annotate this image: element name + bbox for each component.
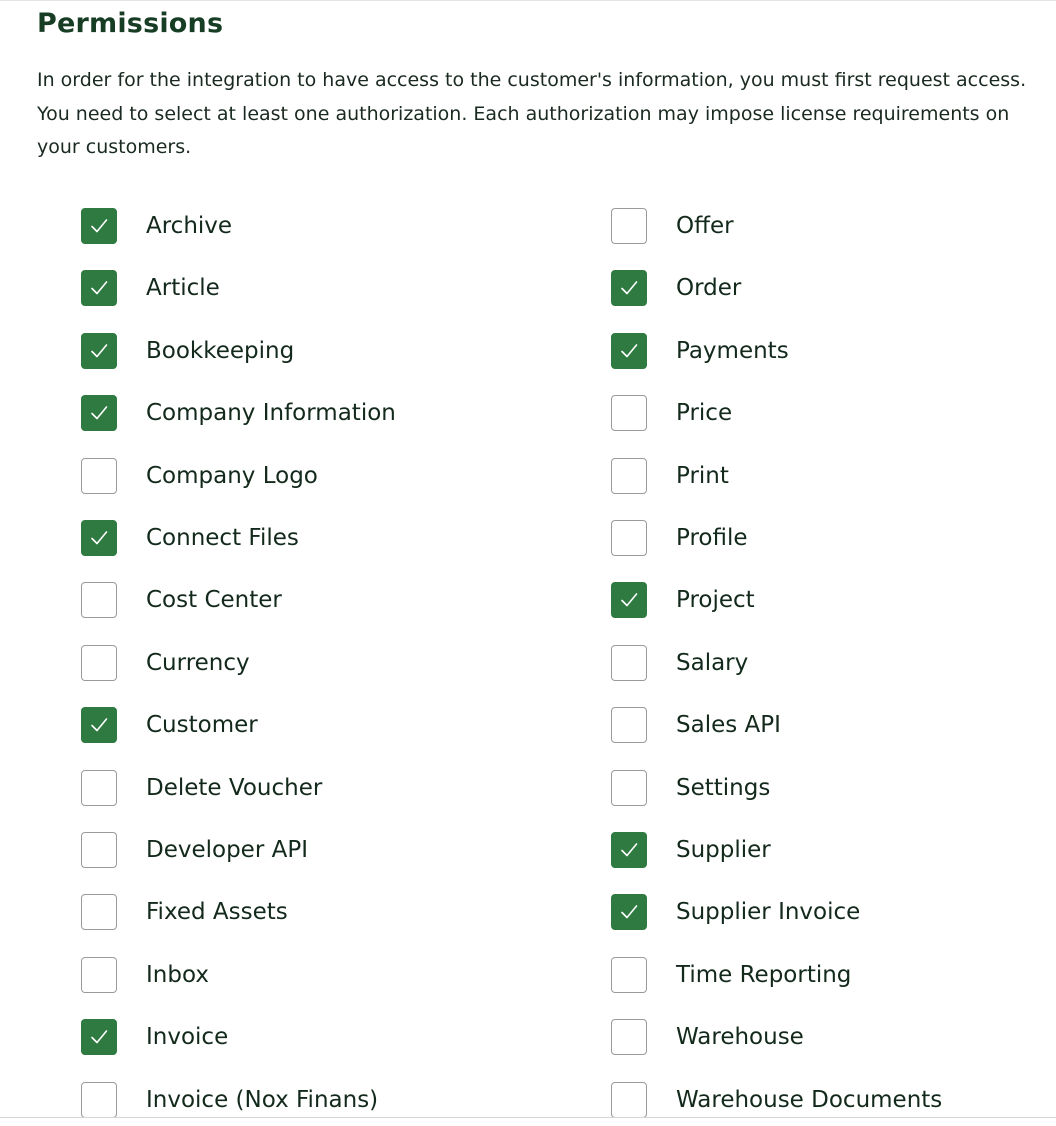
- permission-item-supplier[interactable]: [611, 831, 1051, 869]
- permission-item-developer-api[interactable]: [81, 831, 521, 869]
- permission-item-price[interactable]: [611, 394, 1051, 432]
- checkmark-icon: [619, 278, 639, 298]
- permission-label: Salary: [676, 650, 749, 676]
- section-description: In order for the integration to have access to the customer's information, you must first request access. You need to select at least one authorization. Each authorization may impose license requirements on your customers.: [37, 69, 1027, 158]
- permission-checkbox[interactable]: [611, 1082, 647, 1118]
- permission-item-order[interactable]: [611, 269, 1051, 307]
- checkmark-icon: [89, 528, 109, 548]
- permission-label: Warehouse Documents: [676, 1087, 943, 1113]
- permission-label: Supplier: [676, 837, 771, 863]
- permission-item-invoice[interactable]: [81, 1018, 521, 1056]
- checkmark-icon: [619, 840, 639, 860]
- permission-item-company-information[interactable]: [81, 394, 521, 432]
- checkmark-icon: [619, 902, 639, 922]
- permission-checkbox[interactable]: [611, 770, 647, 806]
- permission-item-settings[interactable]: [611, 769, 1051, 807]
- permission-checkbox[interactable]: [611, 333, 647, 369]
- checkmark-icon: [89, 403, 109, 423]
- checkmark-icon: [89, 715, 109, 735]
- permission-checkbox[interactable]: [81, 270, 117, 306]
- permission-label: Offer: [676, 213, 734, 239]
- permission-label: Inbox: [146, 962, 209, 988]
- checkmark-icon: [619, 590, 639, 610]
- permission-checkbox[interactable]: [611, 270, 647, 306]
- permission-label: Warehouse: [676, 1024, 804, 1050]
- permission-checkbox[interactable]: [611, 582, 647, 618]
- permission-label: Project: [676, 587, 755, 613]
- permission-item-company-logo[interactable]: [81, 457, 521, 495]
- permission-label: Bookkeeping: [146, 338, 295, 364]
- permission-label: Invoice (Nox Finans): [146, 1087, 379, 1113]
- permission-checkbox[interactable]: [81, 582, 117, 618]
- permission-checkbox[interactable]: [611, 458, 647, 494]
- permission-checkbox[interactable]: [81, 707, 117, 743]
- checkmark-icon: [89, 216, 109, 236]
- permission-checkbox[interactable]: [611, 520, 647, 556]
- permission-item-archive[interactable]: [81, 207, 521, 245]
- permission-checkbox[interactable]: [81, 1019, 117, 1055]
- checkmark-icon: [89, 341, 109, 361]
- permission-label: Time Reporting: [676, 962, 852, 988]
- permission-item-bookkeeping[interactable]: [81, 332, 521, 370]
- permission-checkbox[interactable]: [81, 957, 117, 993]
- permission-label: Article: [146, 275, 220, 301]
- permission-label: Invoice: [146, 1024, 229, 1050]
- permission-item-supplier-invoice[interactable]: [611, 893, 1051, 931]
- checkmark-icon: [89, 1027, 109, 1047]
- permission-label: Developer API: [146, 837, 308, 863]
- checkmark-icon: [89, 278, 109, 298]
- permission-checkbox[interactable]: [611, 707, 647, 743]
- permission-label: Profile: [676, 525, 748, 551]
- permission-item-connect-files[interactable]: [81, 519, 521, 557]
- permission-label: Company Logo: [146, 463, 318, 489]
- permission-checkbox[interactable]: [81, 1082, 117, 1118]
- permission-checkbox[interactable]: [611, 957, 647, 993]
- permission-label: Customer: [146, 712, 258, 738]
- permission-item-warehouse-documents[interactable]: [611, 1081, 1051, 1119]
- permission-label: Sales API: [676, 712, 781, 738]
- permission-checkbox[interactable]: [81, 645, 117, 681]
- permission-label: Fixed Assets: [146, 899, 288, 925]
- permission-label: Price: [676, 400, 733, 426]
- permission-checkbox[interactable]: [81, 333, 117, 369]
- permission-label: Settings: [676, 775, 771, 801]
- permission-checkbox[interactable]: [81, 520, 117, 556]
- permission-item-offer[interactable]: [611, 207, 1051, 245]
- permission-item-cost-center[interactable]: [81, 581, 521, 619]
- permission-label: Delete Voucher: [146, 775, 323, 801]
- permission-label: Supplier Invoice: [676, 899, 861, 925]
- permission-checkbox[interactable]: [611, 832, 647, 868]
- permission-item-customer[interactable]: [81, 706, 521, 744]
- top-divider: [0, 0, 1056, 1]
- permission-checkbox[interactable]: [611, 894, 647, 930]
- permission-checkbox[interactable]: [611, 208, 647, 244]
- permission-item-time-reporting[interactable]: [611, 956, 1051, 994]
- permission-checkbox[interactable]: [81, 894, 117, 930]
- permission-checkbox[interactable]: [81, 208, 117, 244]
- permission-label: Payments: [676, 338, 789, 364]
- permission-item-salary[interactable]: [611, 644, 1051, 682]
- permission-item-payments[interactable]: [611, 332, 1051, 370]
- permission-item-currency[interactable]: [81, 644, 521, 682]
- permission-item-article[interactable]: [81, 269, 521, 307]
- permission-label: Cost Center: [146, 587, 282, 613]
- permission-checkbox[interactable]: [81, 770, 117, 806]
- permission-item-project[interactable]: [611, 581, 1051, 619]
- permission-checkbox[interactable]: [81, 458, 117, 494]
- permission-label: Archive: [146, 213, 233, 239]
- checkmark-icon: [619, 341, 639, 361]
- permission-item-profile[interactable]: [611, 519, 1051, 557]
- permission-checkbox[interactable]: [611, 1019, 647, 1055]
- permission-item-fixed-assets[interactable]: [81, 893, 521, 931]
- permission-label: Order: [676, 275, 742, 301]
- permission-item-sales-api[interactable]: [611, 706, 1051, 744]
- permission-label: Print: [676, 463, 729, 489]
- permission-checkbox[interactable]: [611, 395, 647, 431]
- permission-label: Connect Files: [146, 525, 299, 551]
- permission-item-delete-voucher[interactable]: [81, 769, 521, 807]
- permission-item-print[interactable]: [611, 457, 1051, 495]
- permission-label: Currency: [146, 650, 250, 676]
- bottom-divider: [0, 1117, 1056, 1118]
- permission-checkbox[interactable]: [611, 645, 647, 681]
- section-title: Permissions: [37, 8, 224, 39]
- permission-checkbox[interactable]: [81, 395, 117, 431]
- permission-item-warehouse[interactable]: [611, 1018, 1051, 1056]
- permission-item-inbox[interactable]: [81, 956, 521, 994]
- permission-label: Company Information: [146, 400, 396, 426]
- permission-checkbox[interactable]: [81, 832, 117, 868]
- permission-item-invoice-nox-finans[interactable]: [81, 1081, 521, 1119]
